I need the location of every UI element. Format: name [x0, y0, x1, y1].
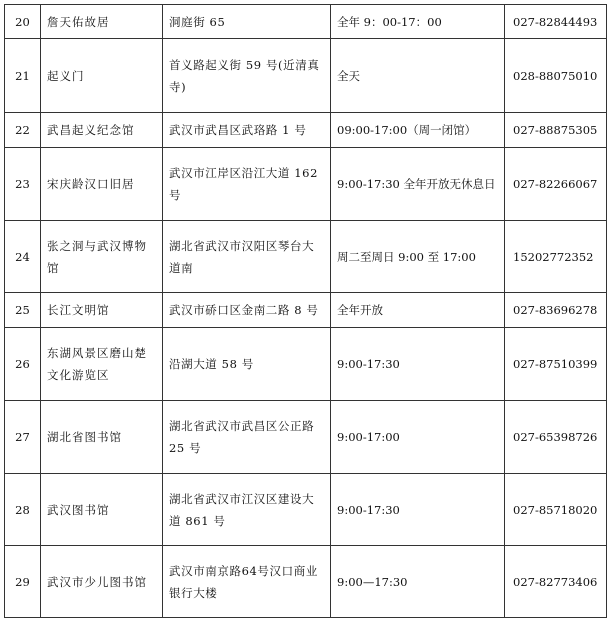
phone-number: 027-82773406 — [505, 546, 607, 618]
opening-hours: 9:00-17:30 全年开放无休息日 — [331, 148, 505, 221]
venue-name: 长江文明馆 — [41, 293, 163, 328]
row-number: 21 — [5, 39, 41, 113]
row-number: 25 — [5, 293, 41, 328]
opening-hours: 全年开放 — [331, 293, 505, 328]
table-row — [5, 401, 607, 474]
venue-name: 湖北省图书馆 — [41, 401, 163, 474]
venue-address: 洞庭街 65 — [163, 5, 331, 39]
venue-name: 武汉图书馆 — [41, 474, 163, 546]
venue-name: 张之洞与武汉博物馆 — [41, 221, 163, 293]
opening-hours: 9:00—17:30 — [331, 546, 505, 618]
phone-number: 027-82844493 — [505, 5, 607, 39]
table-row — [5, 546, 607, 618]
venue-address: 首义路起义街 59 号(近清真寺) — [163, 39, 331, 113]
phone-number: 027-65398726 — [505, 401, 607, 474]
phone-number: 027-88875305 — [505, 113, 607, 148]
table-row — [5, 474, 607, 546]
venue-address: 武汉市武昌区武珞路 1 号 — [163, 113, 331, 148]
opening-hours: 全天 — [331, 39, 505, 113]
opening-hours: 09:00-17:00（周一闭馆） — [331, 113, 505, 148]
venue-name: 武汉市少儿图书馆 — [41, 546, 163, 618]
opening-hours: 全年 9：00-17：00 — [331, 5, 505, 39]
table-row — [5, 148, 607, 221]
table-row — [5, 39, 607, 113]
phone-number: 027-83696278 — [505, 293, 607, 328]
row-number: 23 — [5, 148, 41, 221]
phone-number: 027-87510399 — [505, 328, 607, 401]
row-number: 28 — [5, 474, 41, 546]
row-number: 20 — [5, 5, 41, 39]
phone-number: 15202772352 — [505, 221, 607, 293]
venue-address: 湖北省武汉市江汉区建设大道 861 号 — [163, 474, 331, 546]
venue-address: 武汉市硚口区金南二路 8 号 — [163, 293, 331, 328]
phone-number: 028-88075010 — [505, 39, 607, 113]
venue-table-body — [5, 5, 607, 618]
opening-hours: 9:00-17:30 — [331, 474, 505, 546]
table-row — [5, 221, 607, 293]
venue-name: 起义门 — [41, 39, 163, 113]
venue-address: 武汉市江岸区沿江大道 162 号 — [163, 148, 331, 221]
venue-address: 沿湖大道 58 号 — [163, 328, 331, 401]
table-row — [5, 328, 607, 401]
row-number: 26 — [5, 328, 41, 401]
phone-number: 027-85718020 — [505, 474, 607, 546]
opening-hours: 9:00-17:00 — [331, 401, 505, 474]
table-row — [5, 113, 607, 148]
venue-name: 东湖风景区磨山楚文化游览区 — [41, 328, 163, 401]
venue-table — [4, 4, 607, 618]
venue-name: 詹天佑故居 — [41, 5, 163, 39]
venue-address: 武汉市南京路64号汉口商业银行大楼 — [163, 546, 331, 618]
table-row — [5, 5, 607, 39]
phone-number: 027-82266067 — [505, 148, 607, 221]
venue-name: 宋庆龄汉口旧居 — [41, 148, 163, 221]
table-row — [5, 293, 607, 328]
venue-address: 湖北省武汉市汉阳区琴台大道南 — [163, 221, 331, 293]
row-number: 29 — [5, 546, 41, 618]
opening-hours: 9:00-17:30 — [331, 328, 505, 401]
row-number: 22 — [5, 113, 41, 148]
opening-hours: 周二至周日 9:00 至 17:00 — [331, 221, 505, 293]
row-number: 27 — [5, 401, 41, 474]
row-number: 24 — [5, 221, 41, 293]
venue-name: 武昌起义纪念馆 — [41, 113, 163, 148]
venue-address: 湖北省武汉市武昌区公正路 25 号 — [163, 401, 331, 474]
